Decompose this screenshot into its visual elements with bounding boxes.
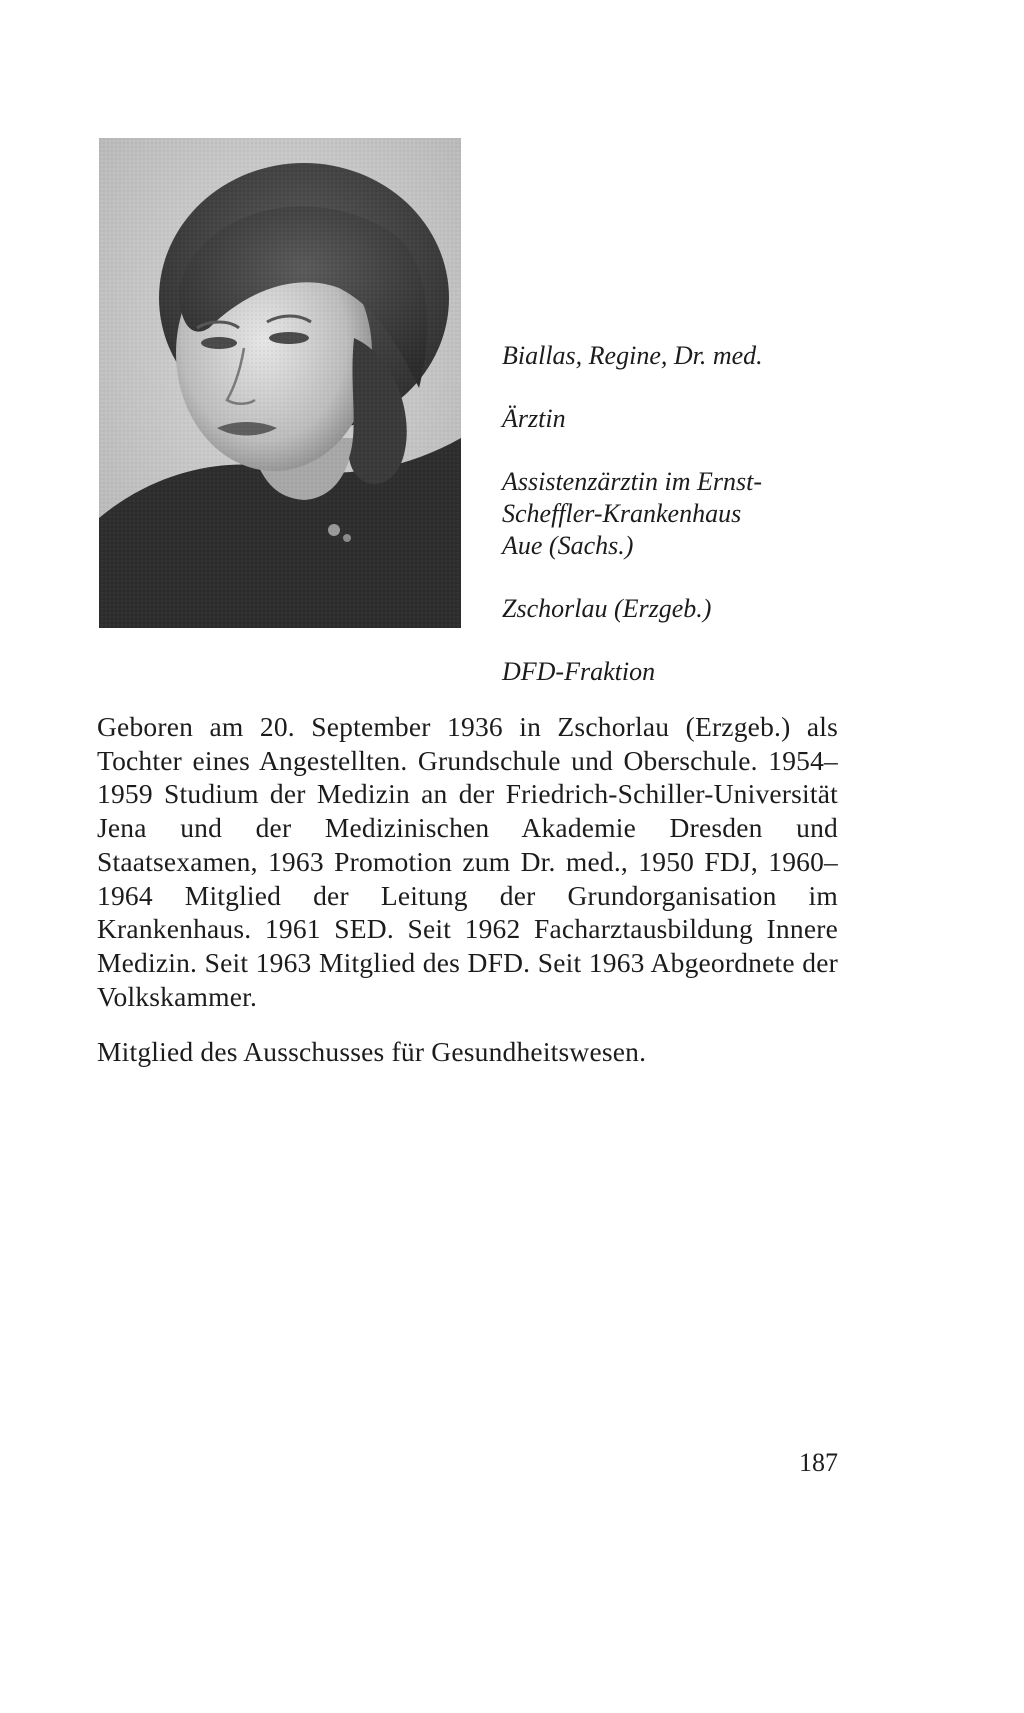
entry-header xyxy=(502,340,902,688)
entry-name: Biallas, Regine, Dr. med. xyxy=(502,341,763,370)
entry-position-line-1: Assistenzärztin im Ernst- xyxy=(502,467,763,496)
entry-residence: Zschorlau (Erzgeb.) xyxy=(502,594,712,623)
entry-profession: Ärztin xyxy=(502,404,566,433)
page-number: 187 xyxy=(799,1448,838,1477)
biography-paragraph: Geboren am 20. September 1936 in Zschorlau (Erzgeb.) als Tochter eines Angestellten. Grundschule und Oberschule. 1954–1959 Studium der Medizin an der Friedrich-Schiller-Universität Jena und der Medizinischen Akademie Dresden und Staatsexamen, 1963 Promotion zum Dr. med., 1950 FDJ, 1960–1964 Mitglied der Leitung der Grundorganisation im Krankenhaus. 1961 SED. Seit 1962 Facharztausbildung Innere Medizin. Seit 1963 Mitglied des DFD. Seit 1963 Abgeordnete der Volkskammer. xyxy=(97,711,838,1012)
biography xyxy=(97,710,838,1069)
portrait-photo xyxy=(99,138,461,628)
entry-faction: DFD-Fraktion xyxy=(502,657,656,686)
committee-paragraph: Mitglied des Ausschusses für Gesundheitswesen. xyxy=(97,1036,647,1068)
entry-position-line-2: Scheffler-Krankenhaus xyxy=(502,499,742,528)
entry-position-line-3: Aue (Sachs.) xyxy=(502,531,634,560)
